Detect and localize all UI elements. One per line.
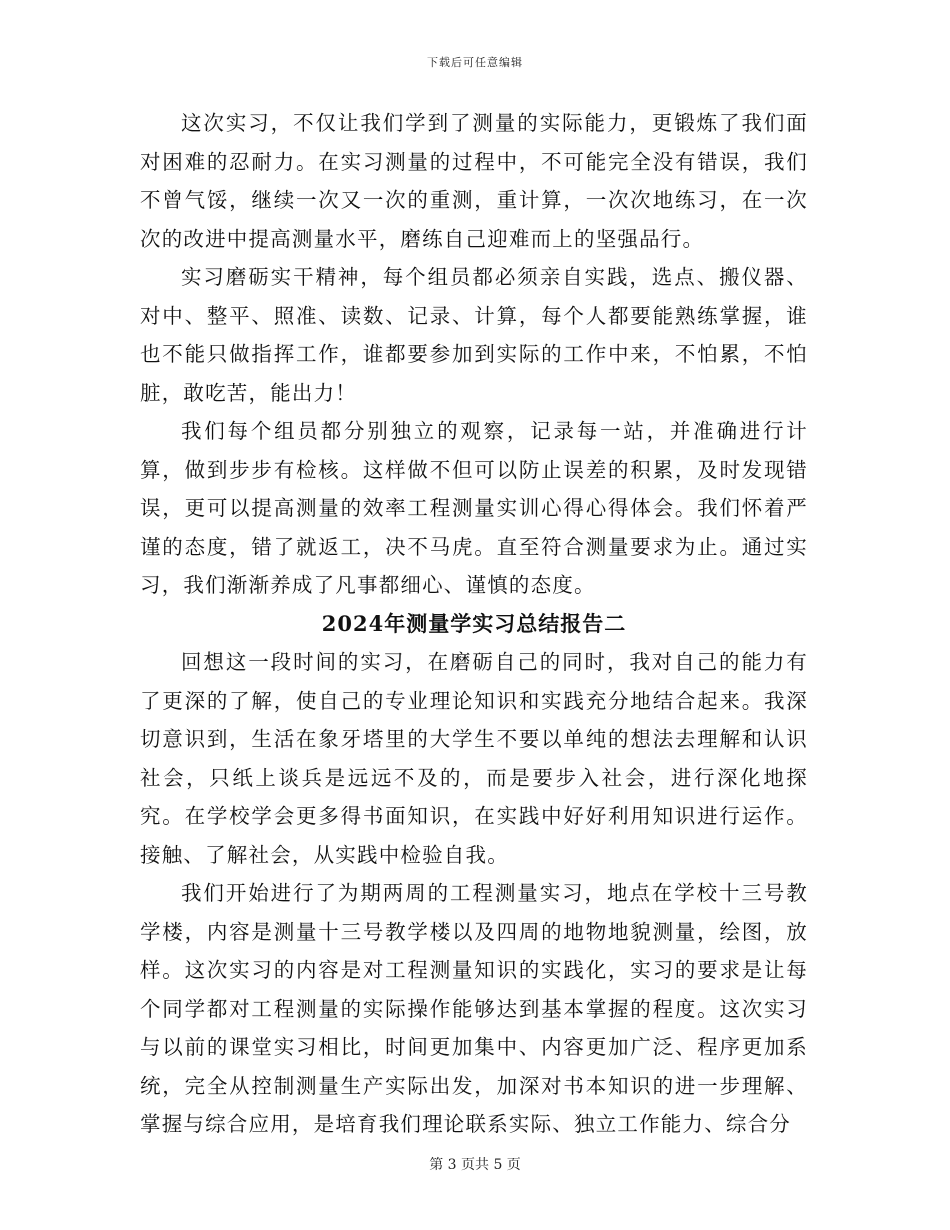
paragraph-reflection: 回想这一段时间的实习，在磨砺自己的同时，我对自己的能力有了更深的了解，使自己的专业理论知识和实践充分地结合起来。我深切意识到，生活在象牙塔里的大学生不要以单纯的想法去理解和认识社会，只纸上谈兵是远远不及的，而是要步入社会，进行深化地探究。在学校学会更多得书面知识，在实践中好好利用知识进行运作。接触、了解社会，从实践中检验自我。 xyxy=(140,650,808,867)
document-body xyxy=(140,104,808,1144)
page-footer: 第 3 页共 5 页 xyxy=(429,1157,521,1173)
paragraph-independent-observation: 我们每个组员都分别独立的观察，记录每一站，并准确进行计算，做到步步有检核。这样做不但可以防止误差的积累，及时发现错误，更可以提高测量的效率工程测量实训心得心得体会。我们怀着严谨的态度，错了就返工，决不马虎。直至符合测量要求为止。通过实习，我们渐渐养成了凡事都细心、谨慎的态度。 xyxy=(140,419,808,597)
page-header: 下载后可任意编辑 xyxy=(427,56,523,69)
paragraph-practice-patience: 这次实习，不仅让我们学到了测量的实际能力，更锻炼了我们面对困难的忍耐力。在实习测量的过程中，不可能完全没有错误，我们不曾气馁，继续一次又一次的重测，重计算，一次次地练习，在一次次的改进中提高测量水平，磨练自己迎难而上的坚强品行。 xyxy=(140,111,808,251)
section-heading: 2024年测量学实习总结报告二 xyxy=(321,610,627,636)
paragraph-practical-spirit: 实习磨砺实干精神，每个组员都必须亲自实践，选点、搬仪器、对中、整平、照准、读数、记录、计算，每个人都要能熟练掌握，谁也不能只做指挥工作，谁都要参加到实际的工作中来，不怕累，不怕脏，敢吃苦，能出力！ xyxy=(140,265,808,405)
paragraph-engineering-survey: 我们开始进行了为期两周的工程测量实习，地点在学校十三号教学楼，内容是测量十三号教学楼以及四周的地物地貌测量，绘图，放样。这次实习的内容是对工程测量知识的实践化，实习的要求是让每个同学都对工程测量的实际操作能够达到基本掌握的程度。这次实习与以前的课堂实习相比，时间更加集中、内容更加广泛、程序更加系统，完全从控制测量生产实际出发，加深对书本知识的进一步理解、掌握与综合应用，是培育我们理论联系实际、独立工作能力、综合分 xyxy=(140,881,808,1136)
